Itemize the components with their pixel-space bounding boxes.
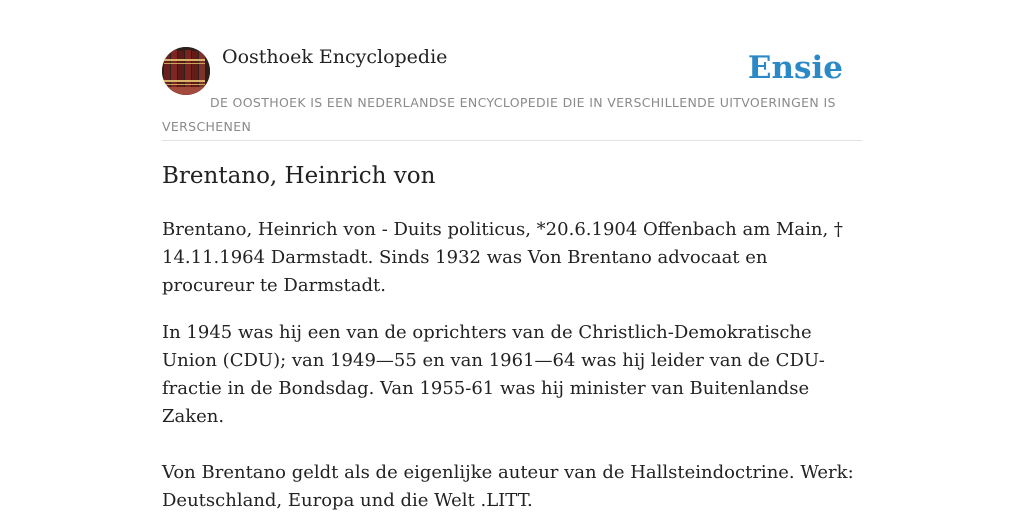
article-paragraph: Brentano, Heinrich von - Duits politicus, *20.6.1904 Offenbach am Main, † 14.11.1964 Darmstadt. Sinds 1932 was Von Brentano advocaat en procureur te Darmstadt.: [162, 219, 845, 296]
article-title: Brentano, Heinrich von: [162, 163, 436, 189]
site-name[interactable]: Oosthoek Encyclopedie: [222, 46, 448, 68]
site-avatar[interactable]: [162, 47, 210, 95]
article-paragraph: In 1945 was hij een van de oprichters van de Christlich-Demokratische Union (CDU); van 1949—55 en van 1961—64 was hij leider van de CDU-fractie in de Bondsdag. Van 1955-61 was hij minister van Buitenlandse Zaken.: [162, 322, 825, 427]
article-paragraph: Von Brentano geldt als de eigenlijke auteur van de Hallsteindoctrine. Werk: Deutschland, Europa und die Welt .LITT.: [162, 462, 854, 511]
brand-logo[interactable]: Ensie: [747, 50, 843, 86]
article-body: [162, 216, 862, 512]
site-tagline: DE OOSTHOEK IS EEN NEDERLANDSE ENCYCLOPEDIE DIE IN VERSCHILLENDE UITVOERINGEN IS VERSCHENEN: [162, 95, 836, 134]
site-header: [162, 40, 862, 141]
encyclopedia-books-icon: [162, 47, 210, 95]
